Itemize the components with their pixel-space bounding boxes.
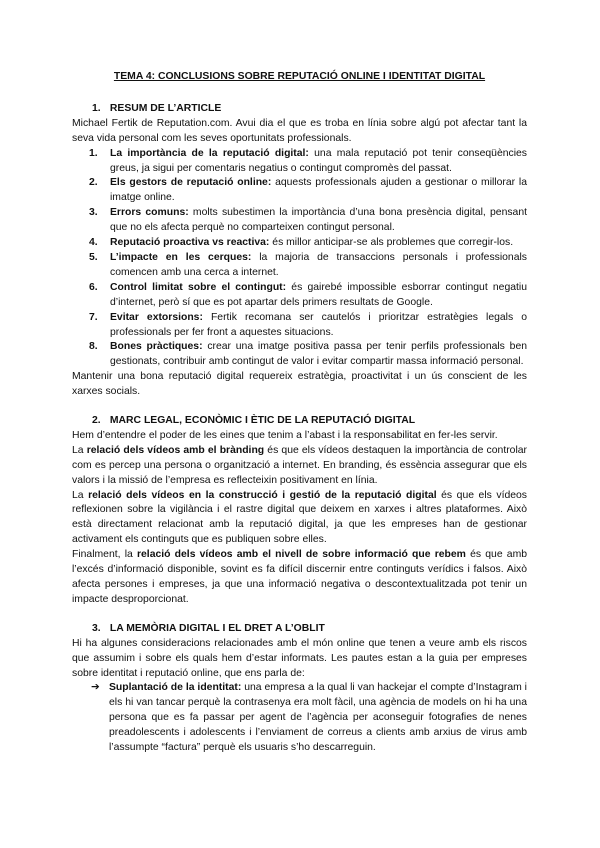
- item-title: Bones pràctiques:: [110, 341, 203, 353]
- item-number: 4.: [89, 237, 98, 249]
- item-number: 8.: [89, 341, 98, 353]
- text-run: és que els vídeos reflexionen sobre la vigilància i el rastre digital que deixem en xarxes i altres plataformes. Això està directament relacionat amb la reputació digital, ja que les empreses han de gestionar activament els continguts que es publiquen sobre elles.: [72, 489, 527, 546]
- bold-phrase: relació dels vídeos en la construcció i gestió de la reputació digital: [88, 489, 437, 501]
- list-item: [72, 176, 527, 206]
- list-item: [72, 311, 527, 341]
- item-number: 7.: [89, 311, 98, 323]
- section-1-intro: Michael Fertik de Reputation.com. Avui dia el que es troba en línia sobre algú pot afectar tant la seva vida personal com les seves oportunitats professionals.: [72, 117, 527, 144]
- section-2-paragraph-3: [72, 489, 527, 549]
- item-title: Reputació proactiva vs reactiva:: [110, 237, 270, 249]
- spacer: [72, 608, 527, 622]
- item-number: 3.: [89, 207, 98, 219]
- text-run: La: [72, 489, 89, 501]
- section-number: 1.: [92, 102, 101, 114]
- item-text: és millor anticipar-se als problemes que corregir-los.: [269, 237, 514, 249]
- item-number: 2.: [89, 177, 98, 189]
- item-text: la majoria de transaccions personals i professionals comencen amb una cerca a internet.: [110, 251, 527, 278]
- summary-list: [72, 147, 527, 371]
- item-text: Fertik recomana ser cautelós i prioritzar estratègies legals o professionals per fer front a aquestes situacions.: [110, 311, 527, 338]
- risk-list: [72, 681, 527, 756]
- section-2-paragraph-1: Hem d’entendre el poder de les eines que tenim a l’abast i la responsabilitat en fer-les servir.: [72, 429, 498, 441]
- section-heading-3: [72, 622, 527, 637]
- bold-phrase: relació dels vídeos amb el brànding: [86, 444, 265, 456]
- list-item: [72, 340, 527, 370]
- item-text: és gairebé impossible esborrar contingut negatiu d’internet, però sí que es pot apartar dels primers resultats de Google.: [110, 281, 527, 308]
- item-title: Evitar extorsions:: [110, 311, 203, 323]
- text-run: és que els vídeos destaquen la importància de controlar com es percep una persona o organització a internet. En branding, és essència assegurar que els valors i la missió de l’empresa es reflecteixin positivament en línia.: [72, 444, 527, 486]
- list-item: [72, 281, 527, 311]
- item-text: crear una imatge positiva passa per tenir perfils professionals ben gestionats, contribuir amb contingut de valor i evitar compartir massa informació personal.: [110, 341, 527, 368]
- section-2-paragraph-4: [72, 548, 527, 608]
- section-2-paragraph-2: [72, 444, 527, 489]
- text-run: Finalment, la: [72, 549, 137, 561]
- item-title: Errors comuns:: [110, 207, 189, 219]
- section-number: 2.: [92, 415, 101, 427]
- section-heading-text: RESUM DE L’ARTICLE: [109, 102, 222, 114]
- document-content: [72, 70, 527, 756]
- list-item: [72, 206, 527, 236]
- bold-phrase: relació dels vídeos amb el nivell de sobre informació que rebem: [136, 549, 466, 561]
- section-heading-1: [72, 102, 527, 117]
- item-text: una empresa a la qual li van hackejar el compte d’Instagram i els hi van tancar perquè la contrasenya era molt fàcil, una agència de models on hi ha una persona que es fa passar per agent de l’agència per aconseguir fotografies de nenes preadolescents i adolescents i l’enviament de correus a clients amb arxius de virus amb l’assumpte “factura” perquè els usuaris s’ho descarreguin.: [109, 682, 527, 754]
- item-number: 6.: [89, 281, 98, 293]
- text-run: La: [72, 444, 87, 456]
- list-item: [72, 681, 527, 756]
- item-title: L’impacte en les cerques:: [110, 251, 252, 263]
- item-number: 5.: [89, 251, 98, 263]
- spacer: [72, 400, 527, 414]
- list-item: [72, 251, 527, 281]
- list-item: [72, 236, 527, 251]
- item-title: Control limitat sobre el contingut:: [110, 281, 287, 293]
- section-1-outro: Mantenir una bona reputació digital requereix estratègia, proactivitat i un ús conscient de les xarxes socials.: [72, 371, 527, 398]
- section-heading-text: LA MEMÒRIA DIGITAL I EL DRET A L’OBLIT: [109, 622, 325, 634]
- item-title: Els gestors de reputació online:: [110, 177, 272, 189]
- item-text: aquests professionals ajuden a gestionar o millorar la imatge online.: [110, 177, 527, 204]
- item-text: una mala reputació pot tenir conseqüències greus, ja sigui per comentaris negatius o contingut compromès del passat.: [110, 147, 527, 174]
- document-title: TEMA 4: CONCLUSIONS SOBRE REPUTACIÓ ONLINE I IDENTITAT DIGITAL: [113, 71, 486, 82]
- section-number: 3.: [92, 622, 101, 634]
- list-item: [72, 147, 527, 177]
- arrow-icon: ➔: [91, 682, 100, 694]
- text-run: és que amb l’excés d’informació disponible, sovint es fa difícil discernir entre continguts verídics i falsos. Això afecta persones i empreses, ja que una informació negativa o descontextualitzada pot tenir un impacte desproporcionat.: [72, 549, 528, 605]
- item-title: Suplantació de la identitat:: [109, 682, 242, 694]
- item-title: La importància de la reputació digital:: [110, 147, 309, 159]
- section-3-intro: Hi ha algunes consideracions relacionades amb el món online que tenen a veure amb els riscos que assumim i sobre els quals hem d’estar informats. Les pautes estan a la guia per empreses sobre identitat i reputació online, que ens parla de:: [72, 637, 527, 679]
- item-number: 1.: [89, 147, 98, 159]
- item-text: molts subestimen la importància d’una bona presència digital, pensant que no els afecta perquè no comparteixen contingut personal.: [110, 207, 527, 234]
- section-heading-2: [72, 414, 527, 429]
- section-heading-text: MARC LEGAL, ECONÒMIC I ÈTIC DE LA REPUTACIÓ DIGITAL: [109, 415, 416, 427]
